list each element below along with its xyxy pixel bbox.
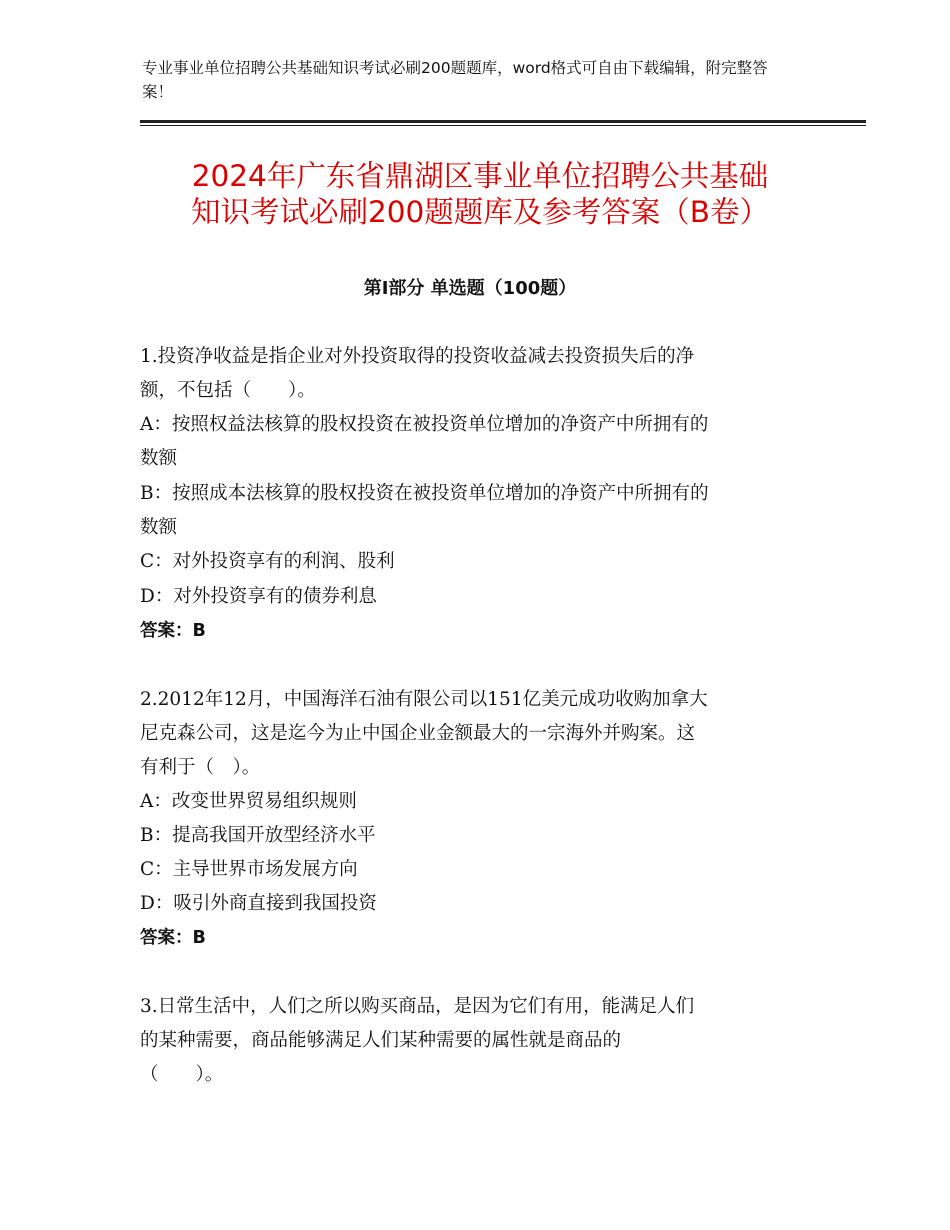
option-d: D：对外投资享有的债券利息 (140, 586, 377, 607)
header-note: 专业事业单位招聘公共基础知识考试必刷200题题库，word格式可自由下载编辑，附完整答案！ (142, 59, 768, 101)
question-stem-line: 的某种需要，商品能够满足人们某种需要的属性就是商品的 (140, 1030, 622, 1051)
question-stem-line: 尼克森公司，这是迄今为止中国企业金额最大的一宗海外并购案。这 (140, 723, 696, 744)
question-stem-line: 额，不包括（ ）。 (140, 380, 316, 401)
answer: 答案：B (140, 621, 206, 641)
document-title (140, 158, 820, 230)
header-rule-thick (140, 120, 866, 123)
header-rule-thin (140, 125, 866, 126)
question-stem-line: 3.日常生活中，人们之所以购买商品，是因为它们有用，能满足人们 (140, 996, 695, 1017)
question-stem-line: 有利于（ ）。 (140, 757, 261, 778)
option-a: A：按照权益法核算的股权投资在被投资单位增加的净资产中所拥有的 (140, 414, 709, 435)
title-line-2: 知识考试必刷200题题库及参考答案（B卷） (190, 195, 770, 229)
option-b: B：按照成本法核算的股权投资在被投资单位增加的净资产中所拥有的 (140, 483, 709, 504)
section-heading: 第Ⅰ部分 单选题（100题） (363, 278, 577, 299)
title-line-1: 2024年广东省鼎湖区事业单位招聘公共基础 (191, 159, 769, 193)
option-a: A：改变世界贸易组织规则 (140, 791, 357, 812)
question-stem-line: 2.2012年12月，中国海洋石油有限公司以151亿美元成功收购加拿大 (140, 689, 708, 710)
option-d: D：吸引外商直接到我国投资 (140, 893, 377, 914)
option-c: C：主导世界市场发展方向 (140, 859, 358, 880)
answer: 答案：B (140, 928, 206, 948)
question-stem-line: 1.投资净收益是指企业对外投资取得的投资收益减去投资损失后的净 (140, 346, 695, 367)
option-c: C：对外投资享有的利润、股利 (140, 551, 395, 572)
option-a-cont: 数额 (140, 448, 178, 469)
question-stem-line: （ ）。 (140, 1064, 224, 1085)
option-b-cont: 数额 (140, 517, 178, 538)
option-b: B：提高我国开放型经济水平 (140, 825, 376, 846)
